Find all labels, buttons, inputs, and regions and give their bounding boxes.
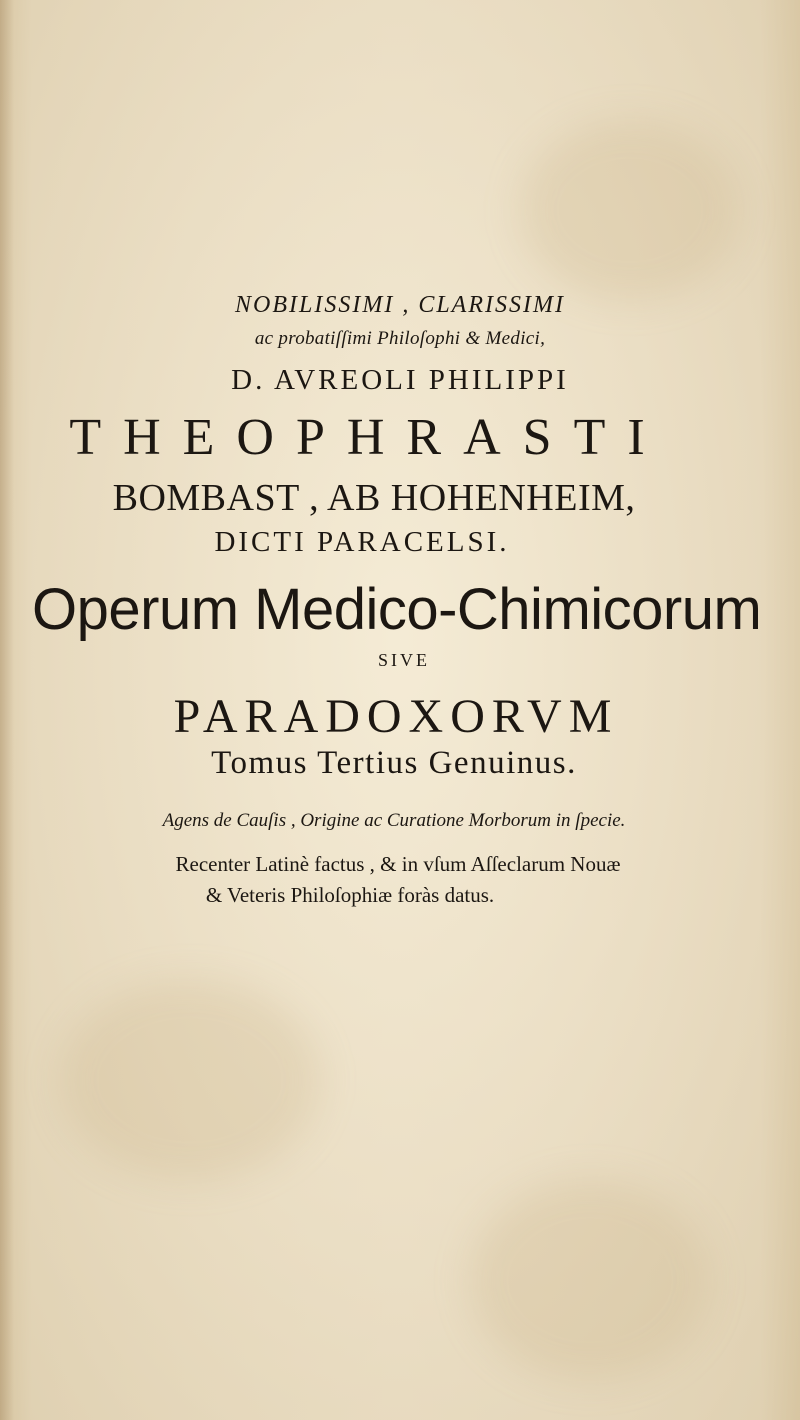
paper-stain [520, 120, 740, 300]
title-line-veteris: & Veteris Philoſophiæ foràs datus. [205, 883, 495, 907]
title-line-agens: Agens de Cauſis , Origine ac Curatione Morborum in ſpecie. [162, 810, 626, 831]
title-line-paracelsi: DICTI PARACELSI. [214, 526, 510, 558]
paper-stain [470, 1180, 710, 1380]
title-line-probatissimi: ac probatiſſimi Philoſophi & Medici, [254, 328, 546, 349]
title-line-bombast: BOMBAST , AB HOHENHEIM, [112, 477, 636, 519]
title-line-sive: SIVE [378, 650, 430, 670]
title-line-paradoxorum: PARADOXORVM [173, 690, 619, 743]
title-line-aureoli: D. AVREOLI PHILIPPI [231, 364, 569, 396]
title-line-recenter: Recenter Latinè factus , & in vſum Aſſeclarum Nouæ [175, 852, 621, 876]
title-line-tomus: Tomus Tertius Genuinus. [211, 745, 577, 781]
title-line-operum: Operum Medico-Chimicorum [32, 577, 762, 642]
paper-stain [60, 980, 320, 1180]
title-line-theophrasti: THEOPHRASTI [69, 409, 667, 466]
title-line-nobilissimi: NOBILISSIMI , CLARISSIMI [235, 292, 565, 318]
